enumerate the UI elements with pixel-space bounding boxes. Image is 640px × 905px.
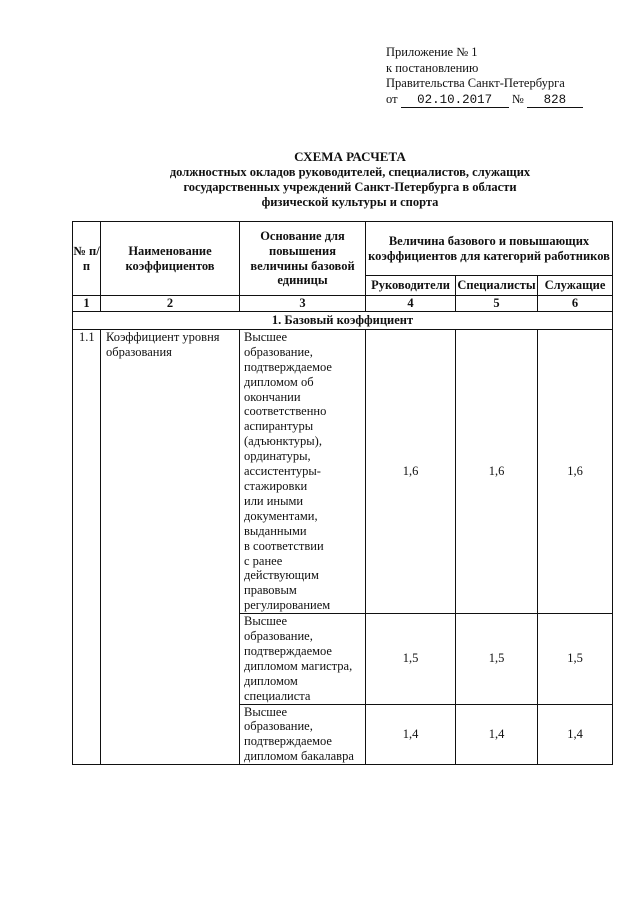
employees-value: 1,5 xyxy=(538,614,613,704)
heading-line-1: должностных окладов руководителей, специалистов, служащих xyxy=(169,165,531,179)
basis-line: дипломом об xyxy=(244,374,314,389)
column-number: 5 xyxy=(456,296,538,312)
specialists-value: 1,5 xyxy=(456,614,538,704)
basis-line: или иными xyxy=(244,493,304,508)
table-row xyxy=(73,329,613,613)
employees-value: 1,4 xyxy=(538,704,613,765)
document-title: СХЕМА РАСЧЕТА xyxy=(294,149,406,164)
row-number: 1.1 xyxy=(73,329,101,764)
specialists-value: 1,4 xyxy=(456,704,538,765)
managers-value: 1,6 xyxy=(366,329,456,613)
resolution-number: 828 xyxy=(527,94,583,108)
column-number: 4 xyxy=(366,296,456,312)
document-heading xyxy=(150,149,550,210)
basis-line: действующим xyxy=(244,568,319,583)
basis-line: Высшее xyxy=(244,704,288,719)
basis-line: правовым xyxy=(244,583,297,598)
basis-line: подтверждаемое xyxy=(244,643,332,658)
basis-line: Высшее xyxy=(244,614,288,629)
resolution-date: 02.10.2017 xyxy=(401,94,509,108)
coefficient-name: Коэффициент уровня образования xyxy=(101,329,240,764)
header-basis: Основание для повышения величины базовой единицы xyxy=(240,222,366,296)
column-number: 1 xyxy=(73,296,101,312)
basis-line: образование, xyxy=(244,629,313,644)
appendix-line-3: Правительства Санкт-Петербурга xyxy=(386,76,565,90)
basis-line: дипломом xyxy=(244,673,298,688)
basis-line: соответственно xyxy=(244,404,327,419)
coefficients-table xyxy=(72,221,613,765)
basis-line: дипломом магистра, xyxy=(244,658,353,673)
appendix-line-1: Приложение № 1 xyxy=(386,45,478,59)
basis-line: специалиста xyxy=(244,688,311,703)
basis-line: документами, xyxy=(244,508,318,523)
section-title: 1. Базовый коэффициент xyxy=(73,311,613,329)
basis-line: подтверждаемое xyxy=(244,359,332,374)
basis-text xyxy=(244,330,365,613)
basis-line: дипломом бакалавра xyxy=(244,749,354,764)
basis-line: стажировки xyxy=(244,478,308,493)
section-row xyxy=(73,311,613,329)
employees-value: 1,6 xyxy=(538,329,613,613)
basis-line: окончании xyxy=(244,389,301,404)
basis-line: в соответствии xyxy=(244,538,324,553)
basis-line: образование, xyxy=(244,719,313,734)
header-num: № п/п xyxy=(73,222,101,296)
column-number: 2 xyxy=(101,296,240,312)
appendix-block xyxy=(386,45,583,108)
basis-line: с ранее xyxy=(244,553,283,568)
basis-cell xyxy=(240,614,366,704)
heading-line-2: государственных учреждений Санкт-Петербурга в области xyxy=(183,180,517,194)
basis-text xyxy=(244,614,365,703)
header-specialists: Специалисты xyxy=(456,276,538,296)
managers-value: 1,5 xyxy=(366,614,456,704)
basis-line: (адъюнктуры), xyxy=(244,434,322,449)
date-prefix: от xyxy=(386,91,398,106)
basis-cell xyxy=(240,704,366,765)
managers-value: 1,4 xyxy=(366,704,456,765)
basis-cell xyxy=(240,329,366,613)
basis-text xyxy=(244,705,365,765)
column-number: 3 xyxy=(240,296,366,312)
header-magnitude: Величина базового и повышающих коэффициентов для категорий работников xyxy=(366,222,613,276)
basis-line: подтверждаемое xyxy=(244,734,332,749)
specialists-value: 1,6 xyxy=(456,329,538,613)
header-name: Наименование коэффициентов xyxy=(101,222,240,296)
basis-line: ординатуры, xyxy=(244,449,311,464)
basis-line: регулированием xyxy=(244,598,331,613)
basis-line: образование, xyxy=(244,344,313,359)
basis-line: аспирантуры xyxy=(244,419,314,434)
appendix-line-2: к постановлению xyxy=(386,60,479,75)
heading-line-3: физической культуры и спорта xyxy=(261,195,439,209)
column-numbers-row xyxy=(73,296,613,312)
column-number: 6 xyxy=(538,296,613,312)
basis-line: Высшее xyxy=(244,329,288,344)
header-managers: Руководители xyxy=(366,276,456,296)
basis-line: ассистентуры- xyxy=(244,464,321,479)
number-prefix: № xyxy=(511,91,524,106)
appendix-date-line xyxy=(386,92,583,108)
header-employees: Служащие xyxy=(538,276,613,296)
basis-line: выданными xyxy=(244,523,307,538)
